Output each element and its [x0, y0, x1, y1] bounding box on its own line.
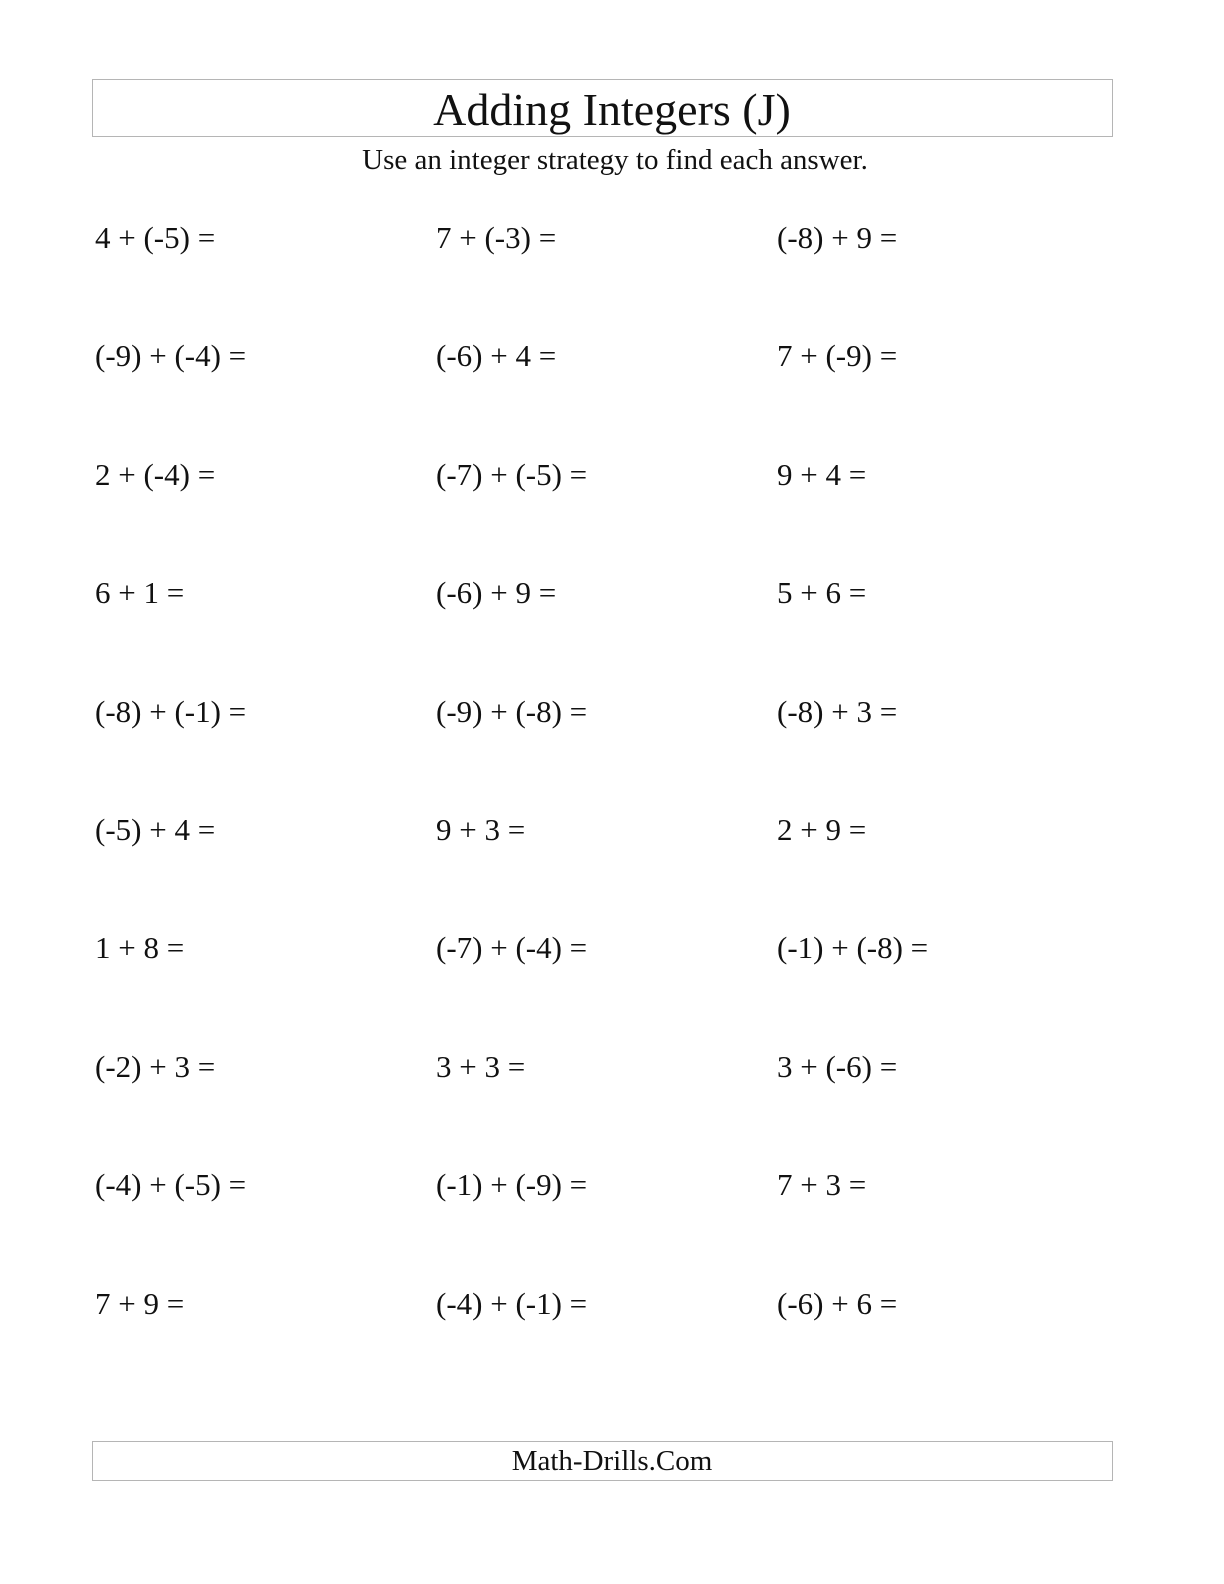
problem-item: 7 + (-3) =: [436, 220, 557, 255]
problem-item: 9 + 3 =: [436, 811, 526, 847]
problem-item: 5 + 6 =: [777, 575, 867, 611]
problem-item: (-8) + (-1) =: [95, 693, 247, 729]
problem-item: (-6) + 6 =: [777, 1285, 898, 1321]
problem-item: (-6) + 9 =: [436, 575, 557, 611]
problem-item: 7 + 9 =: [95, 1285, 185, 1321]
problem-item: (-4) + (-5) =: [95, 1167, 247, 1203]
problem-item: (-1) + (-9) =: [436, 1167, 588, 1203]
page-title: Adding Integers (J): [433, 84, 791, 135]
problem-grid: [95, 219, 1125, 1403]
problem-item: 9 + 4 =: [777, 456, 867, 492]
problem-item: 4 + (-5) =: [95, 220, 216, 255]
problem-item: (-7) + (-5) =: [436, 456, 588, 492]
problem-item: 6 + 1 =: [95, 575, 185, 611]
problem-item: 3 + (-6) =: [777, 1048, 898, 1084]
problem-item: 2 + 9 =: [777, 811, 867, 847]
problem-item: (-8) + 3 =: [777, 693, 898, 729]
problem-item: (-9) + (-8) =: [436, 693, 588, 729]
instructions: Use an integer strategy to find each answer.: [362, 144, 868, 176]
problem-item: (-5) + 4 =: [95, 811, 216, 847]
problem-item: (-1) + (-8) =: [777, 930, 929, 966]
problem-item: (-2) + 3 =: [95, 1048, 216, 1084]
problem-item: 3 + 3 =: [436, 1048, 526, 1084]
problem-item: (-7) + (-4) =: [436, 930, 588, 966]
problem-item: 7 + 3 =: [777, 1167, 867, 1203]
problem-item: 2 + (-4) =: [95, 456, 216, 492]
problem-item: 1 + 8 =: [95, 930, 185, 966]
footer-text: Math-Drills.Com: [511, 1445, 713, 1477]
problem-item: (-8) + 9 =: [777, 220, 898, 255]
problem-item: (-9) + (-4) =: [95, 338, 247, 374]
problem-item: 7 + (-9) =: [777, 338, 898, 374]
problem-item: (-6) + 4 =: [436, 338, 557, 374]
problem-item: (-4) + (-1) =: [436, 1285, 588, 1321]
